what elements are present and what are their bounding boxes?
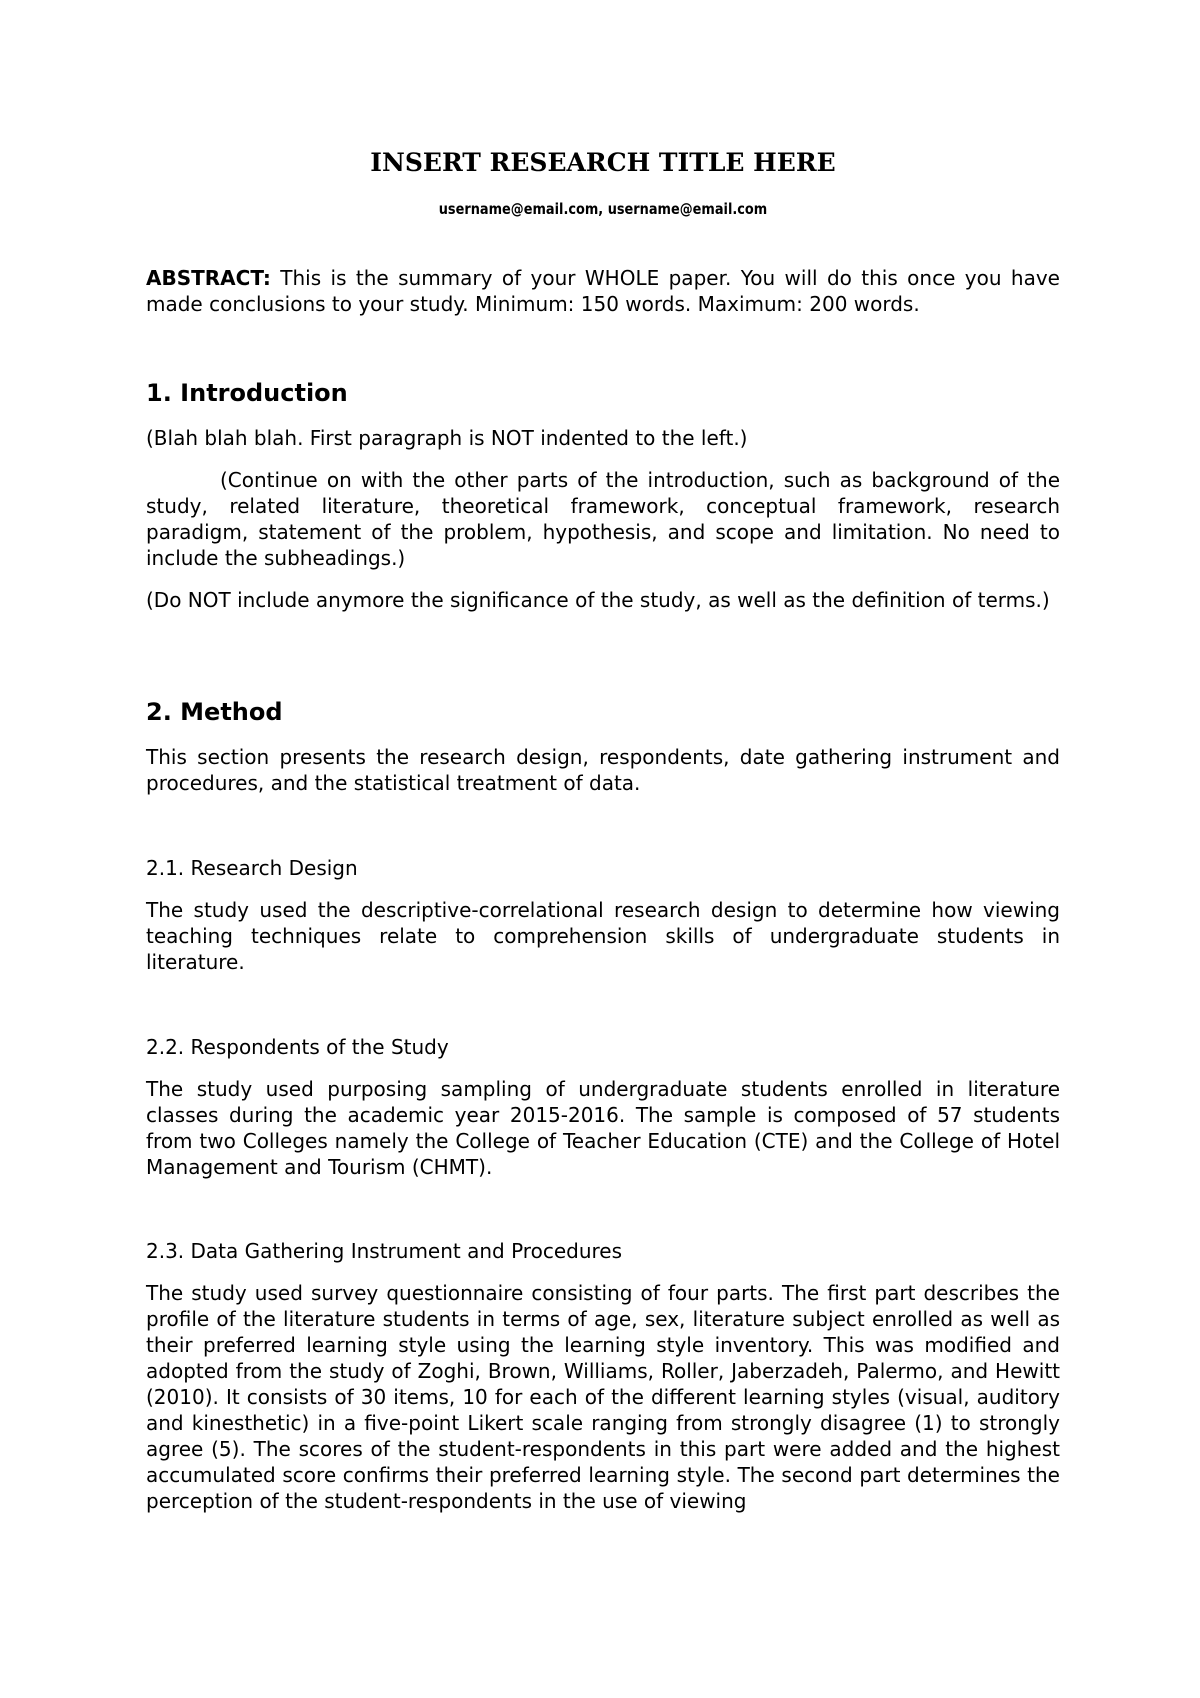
abstract-paragraph <box>146 265 1060 317</box>
instrument-heading: 2.3. Data Gathering Instrument and Procedures <box>146 1239 623 1263</box>
respondents-paragraph: The study used purposing sampling of undergraduate students enrolled in literature classes during the academic year 2015-2016. The sample is composed of 57 students from two Colleges namely the College of Teacher Education (CTE) and the College of Hotel Management and Tourism (CHMT). <box>146 1077 1060 1179</box>
research-design-heading: 2.1. Research Design <box>146 856 358 880</box>
introduction-paragraph-1: (Blah blah blah. First paragraph is NOT indented to the left.) <box>146 426 748 450</box>
abstract-text: This is the summary of your WHOLE paper. You will do this once you have made conclusions to your study. Minimum: 150 words. Maximum: 200 words. <box>146 266 1060 316</box>
paper-title: INSERT RESEARCH TITLE HERE <box>370 148 836 177</box>
introduction-paragraph-3: (Do NOT include anymore the significance of the study, as well as the definition of terms.) <box>146 588 1050 612</box>
research-design-paragraph: The study used the descriptive-correlational research design to determine how viewing teaching techniques relate to comprehension skills of undergraduate students in literature. <box>146 898 1060 974</box>
introduction-paragraph-2: (Continue on with the other parts of the introduction, such as background of the study, related literature, theoretical framework, conceptual framework, research paradigm, statement of the problem, hypothesis, and scope and limitation. No need to include the subheadings.) <box>146 468 1060 570</box>
introduction-heading: 1. Introduction <box>146 379 348 407</box>
respondents-heading: 2.2. Respondents of the Study <box>146 1035 449 1059</box>
method-heading: 2. Method <box>146 698 283 726</box>
author-emails: username@email.com, username@email.com <box>438 200 768 218</box>
method-intro-paragraph: This section presents the research design, respondents, date gathering instrument and procedures, and the statistical treatment of data. <box>146 745 1060 795</box>
abstract-label: ABSTRACT: <box>146 266 271 290</box>
instrument-paragraph: The study used survey questionnaire consisting of four parts. The first part describes the profile of the literature students in terms of age, sex, literature subject enrolled as well as their preferred learning style using the learning style inventory. This was modified and adopted from the study of Zoghi, Brown, Williams, Roller, Jaberzadeh, Palermo, and Hewitt (2010). It consists of 30 items, 10 for each of the different learning styles (visual, auditory and kinesthetic) in a five-point Likert scale ranging from strongly disagree (1) to strongly agree (5). The scores of the student-respondents in this part were added and the highest accumulated score confirms their preferred learning style. The second part determines the perception of the student-respondents in the use of viewing <box>146 1281 1060 1513</box>
